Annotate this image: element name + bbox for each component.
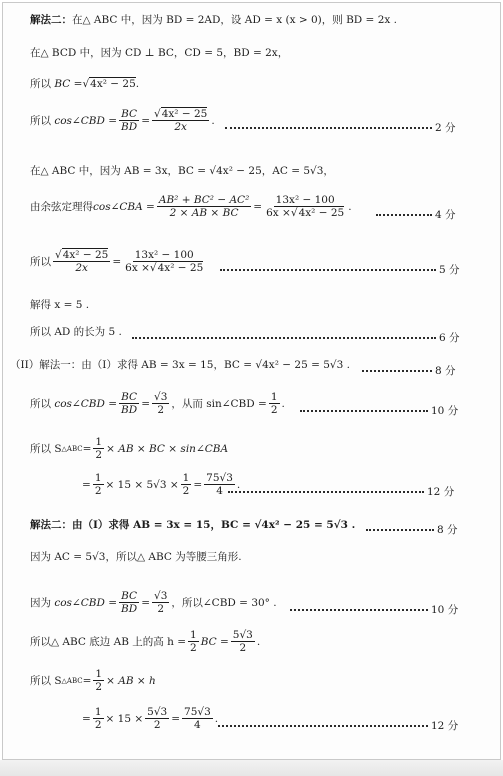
equals: = bbox=[171, 712, 181, 725]
den: 2 bbox=[190, 642, 197, 655]
sqrt-sign: √ bbox=[82, 77, 90, 90]
bottom-strip bbox=[0, 760, 503, 776]
abc-sides: 在△ ABC 中，因为 AB = 3x，BC = √4x² − 25，AC = 5√3， bbox=[30, 165, 334, 177]
score-2 bbox=[225, 120, 456, 135]
num: 5√3 bbox=[147, 706, 168, 718]
num: 5√3 bbox=[232, 629, 253, 641]
den-prefix: 6x × bbox=[266, 207, 291, 220]
score-label: 5 分 bbox=[439, 264, 460, 276]
solved-line bbox=[30, 297, 89, 312]
dot-leader bbox=[300, 409, 428, 412]
score-label: 8 分 bbox=[435, 365, 456, 377]
fraction bbox=[145, 706, 169, 731]
score-4 bbox=[376, 207, 456, 222]
dot-leader bbox=[290, 608, 428, 611]
den: 2x bbox=[174, 121, 187, 134]
fraction bbox=[93, 436, 104, 461]
ad-length-line bbox=[30, 324, 122, 339]
fraction bbox=[119, 391, 139, 416]
cos-cbd: cos∠CBD = bbox=[54, 397, 118, 410]
den: 4 bbox=[216, 485, 223, 498]
score-label: 10 分 bbox=[431, 604, 459, 616]
score-10b bbox=[290, 602, 458, 617]
cos-sin-line bbox=[30, 391, 285, 416]
method2-part2-line bbox=[30, 517, 355, 532]
den: 2 bbox=[239, 642, 247, 655]
den: 2 × AB × BC bbox=[169, 207, 239, 220]
num: 1 bbox=[182, 472, 190, 484]
num: 13x² − 100 bbox=[275, 194, 335, 206]
den: 2 bbox=[94, 485, 102, 498]
num: 13x² − 100 bbox=[134, 249, 194, 261]
radicand: 4x² − 25 bbox=[62, 249, 109, 261]
isosceles-line bbox=[30, 549, 242, 564]
intro-line bbox=[30, 12, 397, 27]
because: 因为 bbox=[30, 597, 51, 610]
den-prefix: 6x × bbox=[125, 262, 150, 275]
den: 2 bbox=[270, 404, 278, 417]
score-5 bbox=[220, 262, 460, 277]
angle-line bbox=[30, 590, 277, 615]
fraction: $\frac{\text{13x² − 100}}{\text{6x ×√4x² − 25}}$ bbox=[125, 249, 204, 275]
cos-cba: cos∠CBA = bbox=[93, 200, 155, 213]
den: 4 bbox=[194, 719, 201, 732]
num: BC bbox=[121, 590, 138, 602]
equals: = bbox=[82, 712, 91, 725]
num: 75√3 bbox=[206, 472, 233, 484]
score-label: 10 分 bbox=[431, 405, 459, 417]
fraction bbox=[152, 391, 169, 416]
bcd-text: 在△ BCD 中，因为 CD ⊥ BC，CD = 5，BD = 2x， bbox=[30, 47, 289, 59]
dot-leader bbox=[362, 369, 432, 372]
den: 2 bbox=[157, 404, 165, 417]
den: BD bbox=[121, 404, 138, 417]
law-prefix: 由余弦定理得 bbox=[30, 201, 93, 214]
height-mid: BC = bbox=[200, 635, 229, 648]
score-10 bbox=[300, 403, 458, 418]
part2-label: （II） bbox=[10, 359, 40, 371]
equals: = bbox=[193, 478, 203, 491]
equals: = bbox=[112, 255, 122, 268]
dot-leader bbox=[376, 213, 432, 216]
num: 1 bbox=[95, 668, 103, 680]
fraction bbox=[269, 391, 280, 416]
radicand: 4x² − 25 bbox=[298, 207, 345, 220]
angle-30: ，所以∠CBD = 30° . bbox=[171, 597, 277, 610]
so-text: 所以 bbox=[30, 398, 51, 411]
num: 1 bbox=[270, 391, 278, 403]
area-expr: × AB × BC × sin∠CBA bbox=[106, 442, 229, 455]
isosceles: 因为 AC = 5√3，所以△ ABC 为等腰三角形. bbox=[30, 551, 242, 563]
bc-lhs: BC = bbox=[54, 77, 83, 90]
method2-part2: 解法二：由（I）求得 AB = 3x = 15，BC = √4x² − 25 = 5√3 . bbox=[30, 519, 356, 531]
area-label: 所以 S bbox=[30, 675, 62, 688]
cos-cbd: cos∠CBD = bbox=[54, 596, 118, 609]
score-8b bbox=[366, 522, 458, 537]
ad-length: 所以 AD 的长为 5 . bbox=[30, 326, 122, 338]
dot-leader bbox=[225, 126, 432, 129]
den: 2 bbox=[95, 449, 103, 462]
radicand: 4x² − 25 bbox=[90, 78, 136, 90]
dot-leader bbox=[366, 528, 434, 531]
period: . bbox=[214, 712, 219, 725]
period: . bbox=[211, 114, 215, 127]
score-8 bbox=[362, 363, 456, 378]
den: 2 bbox=[157, 603, 165, 616]
fraction: $\frac{\text{√4x² − 25}}{2x}$ bbox=[154, 108, 208, 134]
height-line bbox=[30, 629, 260, 654]
fraction bbox=[231, 629, 255, 654]
equals: = bbox=[82, 674, 92, 687]
equals: = bbox=[82, 442, 92, 455]
fraction bbox=[93, 668, 104, 693]
so-text: 所以 bbox=[30, 115, 51, 128]
solved: 解得 x = 5 . bbox=[30, 299, 90, 311]
num: 1 bbox=[190, 629, 197, 641]
law-cosines-line bbox=[30, 194, 352, 219]
area-sub: △ABC bbox=[61, 444, 83, 453]
area-calc-line bbox=[82, 472, 240, 497]
score-label: 4 分 bbox=[435, 209, 456, 221]
radicand: 4x² − 25 bbox=[157, 262, 204, 275]
num: 1 bbox=[95, 436, 103, 448]
period: . bbox=[256, 635, 261, 648]
equals: = bbox=[141, 397, 150, 410]
num: BC bbox=[121, 108, 138, 120]
den: 2 bbox=[95, 681, 103, 694]
area-calc2: × 15 × bbox=[105, 712, 144, 725]
part2-method1-line bbox=[10, 357, 350, 372]
dot-leader bbox=[220, 268, 436, 271]
num: 75√3 bbox=[184, 706, 211, 718]
fraction bbox=[93, 472, 104, 497]
score-label: 8 分 bbox=[437, 524, 458, 536]
equals: = bbox=[141, 114, 150, 127]
abc-sides-line bbox=[30, 163, 334, 178]
fraction: $\frac{\text{13x² − 100}}{\text{6x ×√4x² − 25}}$ bbox=[266, 194, 345, 220]
equals: = bbox=[82, 478, 91, 491]
fraction bbox=[119, 590, 139, 615]
num: √3 bbox=[154, 590, 168, 602]
den: BD bbox=[121, 121, 138, 134]
fraction bbox=[188, 629, 199, 654]
den: BD bbox=[121, 603, 138, 616]
method2-label: 解法二： bbox=[30, 14, 72, 26]
period: . bbox=[236, 478, 241, 491]
so-text: 所以 bbox=[30, 78, 51, 90]
so-text: 所以 bbox=[30, 256, 51, 269]
area-h: × AB × h bbox=[106, 674, 156, 687]
part2-method1: 解法一：由（I）求得 AB = 3x = 15，BC = √4x² − 25 = 5√3 . bbox=[39, 359, 350, 371]
area-calc: × 15 × 5√3 × bbox=[105, 478, 179, 491]
dot-leader bbox=[218, 724, 428, 727]
den: 2 bbox=[94, 719, 102, 732]
period: . bbox=[281, 397, 285, 410]
score-label: 2 分 bbox=[435, 122, 456, 134]
num: √3 bbox=[154, 391, 168, 403]
area-calc2-line bbox=[82, 706, 218, 731]
area-formula-line bbox=[30, 436, 228, 461]
num: BC bbox=[121, 391, 138, 403]
den: 2 bbox=[153, 719, 161, 732]
den: 2x bbox=[75, 262, 88, 275]
bc-line bbox=[30, 76, 139, 91]
fraction: $\frac{\text{√4x² − 25}}{2x}$ bbox=[55, 249, 109, 275]
radicand: 4x² − 25 bbox=[161, 108, 208, 120]
fraction bbox=[182, 706, 213, 731]
score-label: 12 分 bbox=[427, 486, 455, 498]
den: 2 bbox=[182, 485, 190, 498]
height-text: 所以△ ABC 底边 AB 上的高 h = bbox=[30, 636, 186, 649]
equals: = bbox=[141, 596, 150, 609]
area-h-line bbox=[30, 668, 156, 693]
score-label: 12 分 bbox=[431, 720, 459, 732]
num: 1 bbox=[94, 706, 102, 718]
intro-text: 在△ ABC 中，因为 BD = 2AD，设 AD = x (x > 0)，则 BD = 2x . bbox=[72, 14, 397, 26]
fraction bbox=[157, 194, 251, 219]
fraction bbox=[93, 706, 104, 731]
area-label: 所以 S bbox=[30, 443, 62, 456]
equation-line bbox=[30, 249, 207, 274]
fraction bbox=[119, 108, 139, 133]
cos-cbd-line bbox=[30, 108, 215, 133]
so-sin: ，从而 sin∠CBD = bbox=[171, 398, 267, 411]
area-sub: △ABC bbox=[61, 676, 83, 685]
dot-leader bbox=[132, 336, 436, 339]
period: . bbox=[135, 77, 140, 90]
score-12b bbox=[218, 718, 458, 733]
dot-leader bbox=[228, 490, 424, 493]
score-6 bbox=[132, 330, 460, 345]
bcd-line bbox=[30, 45, 288, 60]
fraction bbox=[181, 472, 192, 497]
cos-cbd: cos∠CBD = bbox=[54, 114, 118, 127]
score-label: 6 分 bbox=[439, 332, 460, 344]
period: . bbox=[348, 200, 352, 213]
score-12 bbox=[228, 484, 454, 499]
fraction bbox=[152, 590, 169, 615]
num: 1 bbox=[94, 472, 102, 484]
equals: = bbox=[253, 200, 263, 213]
num: AB² + BC² − AC² bbox=[158, 194, 250, 206]
